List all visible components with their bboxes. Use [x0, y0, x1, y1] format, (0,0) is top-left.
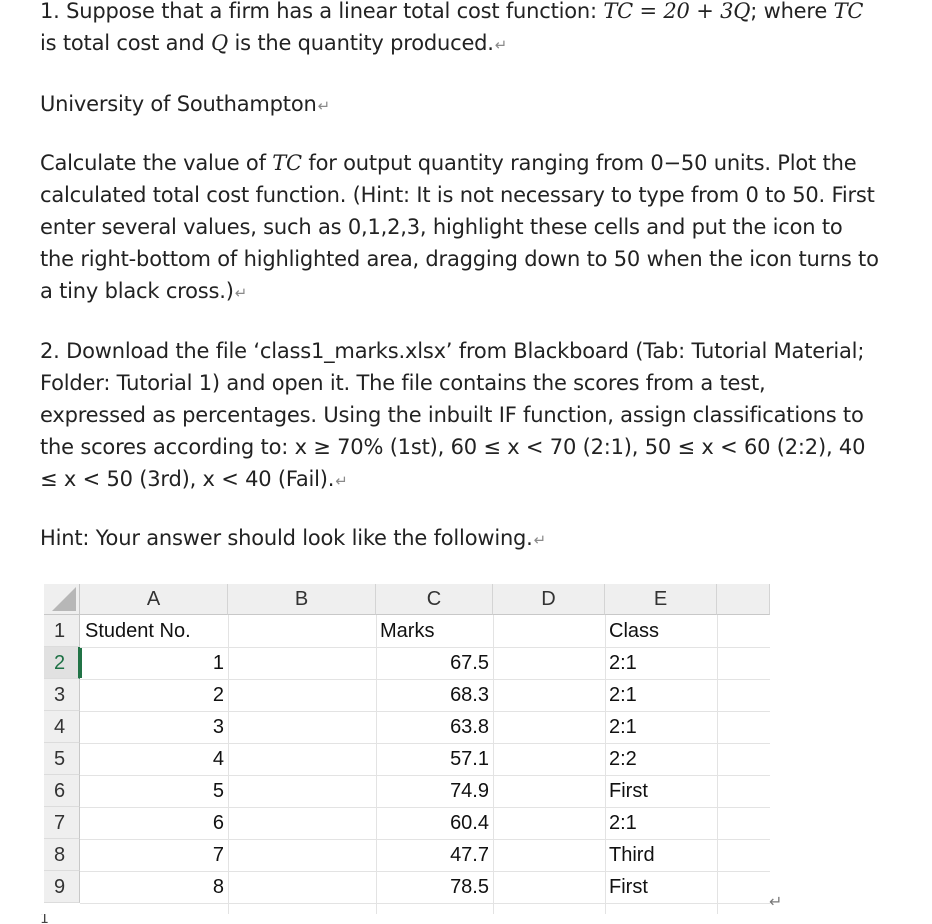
tc-symbol: TC — [833, 0, 864, 23]
column-header-e: E — [605, 584, 717, 615]
cell-student: 1 — [212, 652, 224, 674]
column-header-extra — [717, 584, 770, 615]
cell-class: First — [609, 780, 648, 802]
paragraph-mark-icon: ↵ — [317, 97, 330, 115]
select-all-corner — [44, 584, 80, 615]
cell-student: 7 — [212, 844, 224, 866]
row-header: 3 — [44, 679, 80, 711]
question-2 — [40, 335, 872, 497]
cell-student: 3 — [212, 716, 224, 738]
cell-class: 2:2 — [609, 748, 637, 770]
q1-task — [40, 147, 880, 309]
row-header: 9 — [44, 871, 80, 903]
paragraph-mark-icon: ↵ — [494, 36, 508, 54]
row-header: 4 — [44, 711, 80, 743]
paragraph-mark-icon: ↵ — [234, 284, 248, 302]
paragraph-mark-icon: ↵ — [533, 531, 547, 549]
cell-marks: 57.1 — [450, 748, 489, 770]
cell-marks: 47.7 — [450, 844, 489, 866]
q1-mid-text: ; where — [750, 0, 834, 23]
cell-student: 4 — [212, 748, 224, 770]
header-class: Class — [609, 620, 660, 642]
cell-student: 6 — [212, 812, 224, 834]
row-header: 1 — [44, 615, 80, 647]
cell-marks: 74.9 — [450, 780, 489, 802]
row-header: 7 — [44, 807, 80, 839]
q2-text: 2. Download the file ‘class1_marks.xlsx’ from Blackboard (Tab: Tutorial Material; Folder: Tutorial 1) and open it. The file contains the scores from a test, expressed as percentages. Using the inbuilt IF function, assign classifications to the scores according to: x ≥ 70% (1st), 60 ≤ x < 70 (2:1), 50 ≤ x < 60 (2:2), 40 ≤ x < 50 (3rd), x < 40 (Fail). — [40, 339, 866, 491]
hint-line — [40, 522, 900, 556]
cell-class: 2:1 — [609, 716, 637, 738]
cell-marks: 67.5 — [450, 652, 489, 674]
cell-student: 5 — [212, 780, 224, 802]
cell-class: 2:1 — [609, 652, 637, 674]
q1-task-post: for output quantity ranging from 0−50 units. Plot the calculated total cost function. (Hint: It is not necessary to type from 0 to 50. First enter several values, such as 0,1,2,3, highlight these cells and put the icon to the right-bottom of highlighted area, dragging down to 50 when the icon turns to a tiny black cross.) — [40, 151, 879, 303]
row-header: 5 — [44, 743, 80, 775]
q1-line2-text: is total cost and — [40, 31, 211, 55]
row-header-selected: 2 — [44, 647, 80, 679]
row-header: 6 — [44, 775, 80, 807]
hint-text: Hint: Your answer should look like the following. — [40, 526, 533, 550]
cell-class: 2:1 — [609, 684, 637, 706]
paragraph-mark-icon: ↵ — [335, 472, 348, 490]
cell-student: 8 — [212, 876, 224, 898]
institution-name: University of Southampton — [40, 92, 317, 116]
header-student-no: Student No. — [85, 620, 191, 642]
q1-task-pre: Calculate the value of — [40, 151, 273, 175]
question-1 — [40, 0, 900, 61]
cell-student: 2 — [212, 684, 224, 706]
cost-formula: TC = 20 + 3Q — [603, 0, 751, 23]
paragraph-mark-icon: ↵ — [769, 892, 783, 911]
row-header: 8 — [44, 839, 80, 871]
q1-intro-text: 1. Suppose that a firm has a linear total cost function: — [40, 0, 604, 23]
spreadsheet-example — [44, 584, 770, 914]
tc-symbol: TC — [272, 151, 302, 175]
column-header-d: D — [493, 584, 605, 615]
cell-class: 2:1 — [609, 812, 637, 834]
cell-marks: 78.5 — [450, 876, 489, 898]
cell-marks: 68.3 — [450, 684, 489, 706]
cell-marks: 60.4 — [450, 812, 489, 834]
q-symbol: Q — [210, 31, 229, 55]
cell-class: Third — [609, 844, 655, 866]
cell-marks: 63.8 — [450, 716, 489, 738]
column-header-b: B — [228, 584, 376, 615]
q1-line2-end: is the quantity produced. — [228, 31, 494, 55]
header-marks: Marks — [380, 620, 435, 642]
column-header-a: A — [80, 584, 228, 615]
page-fragment: 1 — [40, 914, 49, 924]
cell-class: First — [609, 876, 648, 898]
institution-line — [40, 88, 900, 122]
column-header-c: C — [376, 584, 493, 615]
